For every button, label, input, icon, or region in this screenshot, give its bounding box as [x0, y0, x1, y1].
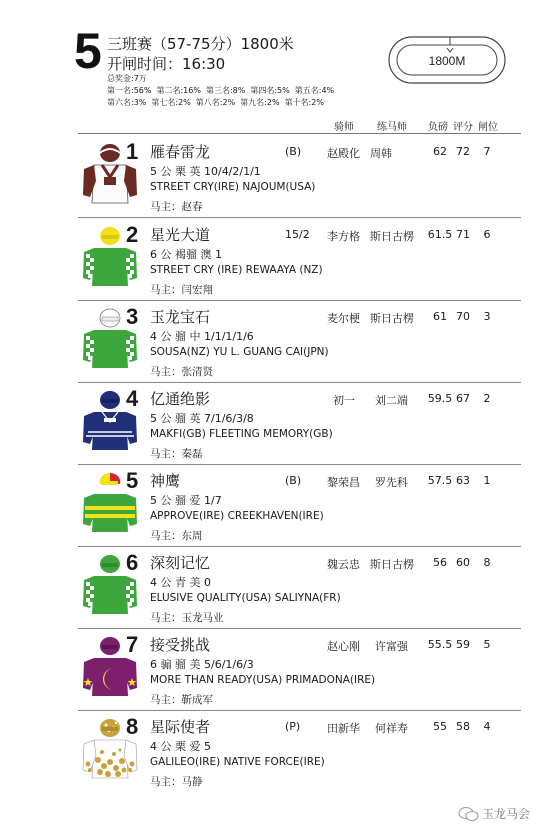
- horse-name: 深刻记忆: [150, 554, 211, 572]
- gate: 1: [483, 474, 491, 487]
- owner: 马主：赵春: [150, 201, 203, 213]
- horse-name: 神鹰: [150, 472, 181, 490]
- race-header: [0, 0, 550, 135]
- horse-name: 接受挑战: [150, 636, 211, 654]
- horse-name: 星光大道: [150, 226, 211, 244]
- owner: 马主：马静: [150, 776, 203, 788]
- breeding: STREET CRY (IRE) REWAAYA (NZ): [150, 264, 323, 276]
- runner-row: [0, 630, 550, 713]
- prize-item: 第三名:8%: [205, 86, 246, 95]
- prize-item: 第六名:3%: [107, 98, 147, 107]
- watermark: 玉龙马会: [482, 807, 531, 821]
- gate: 7: [483, 145, 491, 158]
- runner-number: 7: [126, 632, 139, 657]
- breeding: ELUSIVE QUALITY(USA) SALIYNA(FR): [150, 592, 341, 604]
- race-title: 三班赛（57-75分）1800米: [107, 35, 294, 53]
- jockey-name: 李方格: [327, 230, 360, 243]
- rating: 72: [456, 145, 470, 158]
- runner-number: 6: [126, 550, 139, 575]
- owner: 马主：靳成军: [150, 694, 213, 706]
- owner: 马主：张清贤: [150, 366, 213, 378]
- col-weight: 负磅: [428, 122, 448, 133]
- rating: 58: [456, 720, 470, 733]
- weight: 61.5: [427, 228, 453, 241]
- runner-number: 1: [126, 139, 139, 164]
- rating: 60: [456, 556, 470, 569]
- rating: 59: [456, 638, 470, 651]
- equipment: 15/2: [285, 228, 310, 241]
- col-gate: 闸位: [478, 122, 498, 133]
- jockey-name: 黎荣昌: [327, 476, 360, 489]
- weight: 55.5: [427, 638, 453, 651]
- column-headers: [0, 118, 550, 132]
- breeding: GALILEO(IRE) NATIVE FORCE(IRE): [150, 756, 325, 768]
- prize-item: 第十名:2%: [284, 98, 324, 107]
- runner-number: 5: [126, 468, 139, 493]
- runner-row: [0, 302, 550, 385]
- equipment: (B): [285, 145, 302, 158]
- runner-row: [0, 548, 550, 631]
- horse-info: 5 公 栗 英 10/4/2/1/1: [150, 165, 261, 178]
- horse-info: 4 公 栗 爱 5: [150, 740, 211, 753]
- row-divider: [78, 628, 521, 629]
- gate: 4: [483, 720, 491, 733]
- horse-info: 6 骟 骝 美 5/6/1/6/3: [150, 658, 254, 671]
- trainer-name: 斯日古楞: [370, 230, 414, 243]
- weight: 55: [433, 720, 447, 733]
- jockey-name: 麦尔梗: [327, 312, 360, 325]
- jockey-name: 田新华: [327, 722, 360, 735]
- row-divider: [78, 710, 521, 711]
- weight: 59.5: [427, 392, 453, 405]
- trainer-name: 刘二端: [375, 394, 408, 407]
- wechat-icon: [458, 806, 480, 822]
- row-divider: [78, 300, 521, 301]
- weight: 62: [433, 145, 447, 158]
- rating: 70: [456, 310, 470, 323]
- horse-name: 星际使者: [150, 718, 211, 736]
- col-rating: 评分: [453, 122, 473, 133]
- prize-total: 总奖金:7万: [107, 74, 147, 83]
- track-diagram: [388, 36, 506, 84]
- runner-number: 3: [126, 304, 139, 329]
- header-divider: [78, 133, 521, 134]
- prize-row-2: [107, 97, 329, 108]
- jockey-name: 赵殿化: [327, 147, 360, 160]
- rating: 67: [456, 392, 470, 405]
- runner-row: [0, 712, 550, 795]
- horse-info: 4 公 骝 中 1/1/1/1/6: [150, 330, 254, 343]
- gate: 6: [483, 228, 491, 241]
- prize-row-1: [107, 85, 339, 96]
- trainer-name: 许富强: [375, 640, 408, 653]
- rating: 63: [456, 474, 470, 487]
- trainer-name: 斯日古楞: [370, 558, 414, 571]
- weight: 57.5: [427, 474, 453, 487]
- breeding: APPROVE(IRE) CREEKHAVEN(IRE): [150, 510, 324, 522]
- row-divider: [78, 217, 521, 218]
- row-divider: [78, 546, 521, 547]
- weight: 61: [433, 310, 447, 323]
- gate: 3: [483, 310, 491, 323]
- owner: 马主：闫宏翔: [150, 284, 213, 296]
- col-jockey: 骑师: [334, 122, 354, 133]
- prize-item: 第七名:2%: [151, 98, 191, 107]
- trainer-name: 罗先科: [375, 476, 408, 489]
- horse-name: 雁春雷龙: [150, 143, 211, 161]
- jockey-name: 魏云忠: [327, 558, 360, 571]
- runner-row: [0, 220, 550, 303]
- jockey-name: 初一: [333, 394, 355, 407]
- equipment: (P): [285, 720, 301, 733]
- runner-row: [0, 466, 550, 549]
- race-number: 5: [74, 23, 102, 79]
- prize-item: 第八名:2%: [195, 98, 236, 107]
- gate: 5: [483, 638, 491, 651]
- prize-item: 第四名:5%: [250, 86, 290, 95]
- col-trainer: 练马师: [377, 122, 407, 133]
- horse-name: 玉龙宝石: [150, 308, 211, 326]
- owner: 马主：秦磊: [150, 448, 203, 460]
- race-start-time: 开闸时间：16:30: [107, 55, 226, 73]
- breeding: SOUSA(NZ) YU L. GUANG CAI(JPN): [150, 346, 329, 358]
- prize-item: 第九名:2%: [240, 98, 280, 107]
- horse-info: 4 公 青 美 0: [150, 576, 211, 589]
- horse-name: 亿通绝影: [150, 390, 211, 408]
- gate: 2: [483, 392, 491, 405]
- trainer-name: 斯日古楞: [370, 312, 414, 325]
- trainer-name: 周韩: [370, 147, 392, 160]
- gate: 8: [483, 556, 491, 569]
- runner-number: 8: [126, 714, 139, 739]
- prize-item: 第一名:56%: [107, 86, 152, 95]
- breeding: MAKFI(GB) FLEETING MEMORY(GB): [150, 428, 333, 440]
- owner: 马主：东周: [150, 530, 203, 542]
- runner-number: 2: [126, 222, 139, 247]
- breeding: STREET CRY(IRE) NAJOUM(USA): [150, 181, 316, 193]
- row-divider: [78, 464, 521, 465]
- row-divider: [78, 382, 521, 383]
- rating: 71: [456, 228, 470, 241]
- horse-info: 6 公 褐骝 澳 1: [150, 248, 222, 261]
- trainer-name: 何祥寿: [375, 722, 408, 735]
- jockey-name: 赵心刚: [327, 640, 360, 653]
- horse-info: 5 公 骝 爱 1/7: [150, 494, 222, 507]
- weight: 56: [433, 556, 447, 569]
- prize-item: 第二名:16%: [156, 86, 201, 95]
- horse-info: 5 公 骝 英 7/1/6/3/8: [150, 412, 254, 425]
- runner-number: 4: [126, 386, 139, 411]
- track-distance-label: 1800M: [428, 54, 466, 68]
- prize-item: 第五名:4%: [294, 86, 335, 95]
- equipment: (B): [285, 474, 302, 487]
- owner: 马主：玉龙马业: [150, 612, 224, 624]
- breeding: MORE THAN READY(USA) PRIMADONA(IRE): [150, 674, 376, 686]
- runner-row: [0, 137, 550, 220]
- runner-row: [0, 384, 550, 467]
